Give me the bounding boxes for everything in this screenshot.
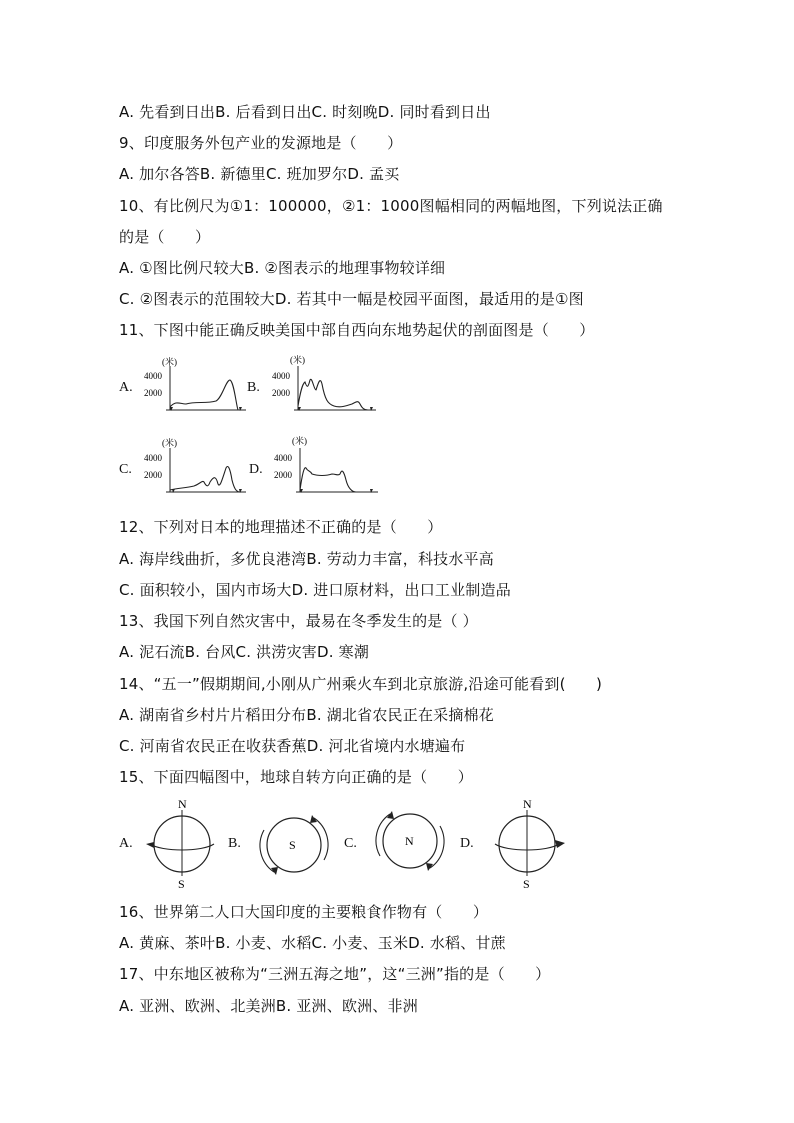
profile-label-a: A. <box>119 380 133 395</box>
q14-stem: 14、“五一”假期期间,小刚从广州乘火车到北京旅游,沿途可能看到( ) <box>119 675 603 693</box>
rotation-a-north: N <box>178 797 187 811</box>
rotation-a-globe <box>142 796 222 892</box>
q13-options: A. 泥石流B. 台风C. 洪涝灾害D. 寒潮 <box>119 643 370 661</box>
q16-options: A. 黄麻、茶叶B. 小麦、水稻C. 小麦、玉米D. 水稻、甘蔗 <box>119 934 506 952</box>
q10-options-cd: C. ②图表示的范围较大D. 若其中一幅是校园平面图，最适用的是①图 <box>119 290 584 308</box>
rotation-d-north: N <box>523 797 532 811</box>
profile-b-tick-4000: 4000 <box>272 371 290 381</box>
q14-options-cd: C. 河南省农民正在收获香蕉D. 河北省境内水塘遍布 <box>119 737 466 755</box>
profile-c <box>142 436 247 498</box>
rotation-a-south: S <box>178 877 185 891</box>
rotation-b-polar <box>254 812 336 878</box>
q10-stem-cont: 的是（ ） <box>119 228 211 246</box>
profile-b-unit: (米) <box>290 355 305 365</box>
profile-a-tick-4000: 4000 <box>144 371 162 381</box>
rotation-c-polar <box>370 808 452 874</box>
q12-stem: 12、下列对日本的地理描述不正确的是（ ） <box>119 518 443 536</box>
profile-d <box>272 432 380 498</box>
q9-stem: 9、印度服务外包产业的发源地是（ ） <box>119 134 403 152</box>
q12-options-ab: A. 海岸线曲折，多优良港湾B. 劳动力丰富，科技水平高 <box>119 550 494 568</box>
q11-stem: 11、下图中能正确反映美国中部自西向东地势起伏的剖面图是（ ） <box>119 321 595 339</box>
profile-a-unit: (米) <box>162 357 177 367</box>
profile-label-d: D. <box>249 462 263 477</box>
profile-b <box>270 354 378 416</box>
rotation-d-south: S <box>523 877 530 891</box>
q15-stem: 15、下面四幅图中，地球自转方向正确的是（ ） <box>119 768 473 786</box>
q17-options: A. 亚洲、欧洲、北美洲B. 亚洲、欧洲、非洲 <box>119 997 418 1015</box>
q16-stem: 16、世界第二人口大国印度的主要粮食作物有（ ） <box>119 903 489 921</box>
rotation-b-pole: S <box>289 838 296 852</box>
q8-options: A. 先看到日出B. 后看到日出C. 时刻晚D. 同时看到日出 <box>119 103 491 121</box>
q17-stem: 17、中东地区被称为“三洲五海之地”，这“三洲”指的是（ ） <box>119 965 551 983</box>
rotation-label-d: D. <box>460 836 474 851</box>
rotation-label-b: B. <box>228 836 241 851</box>
profile-c-unit: (米) <box>162 438 177 448</box>
q10-stem: 10、有比例尺为①1：100000，②1：1000图幅相同的两幅地图，下列说法正确 <box>119 197 663 215</box>
q10-options-ab: A. ①图比例尺较大B. ②图表示的地理事物较详细 <box>119 259 446 277</box>
rotation-d-globe <box>487 796 569 892</box>
rotation-label-a: A. <box>119 836 133 851</box>
profile-d-unit: (米) <box>292 436 307 446</box>
profile-c-tick-4000: 4000 <box>144 453 162 463</box>
q9-options: A. 加尔各答B. 新德里C. 班加罗尔D. 孟买 <box>119 165 400 183</box>
q13-stem: 13、我国下列自然灾害中，最易在冬季发生的是（ ） <box>119 612 478 630</box>
profile-label-b: B. <box>247 380 260 395</box>
rotation-c-pole: N <box>405 834 414 848</box>
q14-options-ab: A. 湖南省乡村片片稻田分布B. 湖北省农民正在采摘棉花 <box>119 706 494 724</box>
profile-d-tick-4000: 4000 <box>274 453 292 463</box>
profile-b-tick-2000: 2000 <box>272 388 290 398</box>
profile-label-c: C. <box>119 462 132 477</box>
profile-a <box>142 354 247 416</box>
profile-a-tick-2000: 2000 <box>144 388 162 398</box>
profile-d-tick-2000: 2000 <box>274 470 292 480</box>
rotation-label-c: C. <box>344 836 357 851</box>
profile-c-tick-2000: 2000 <box>144 470 162 480</box>
q12-options-cd: C. 面积较小，国内市场大D. 进口原材料，出口工业制造品 <box>119 581 511 599</box>
